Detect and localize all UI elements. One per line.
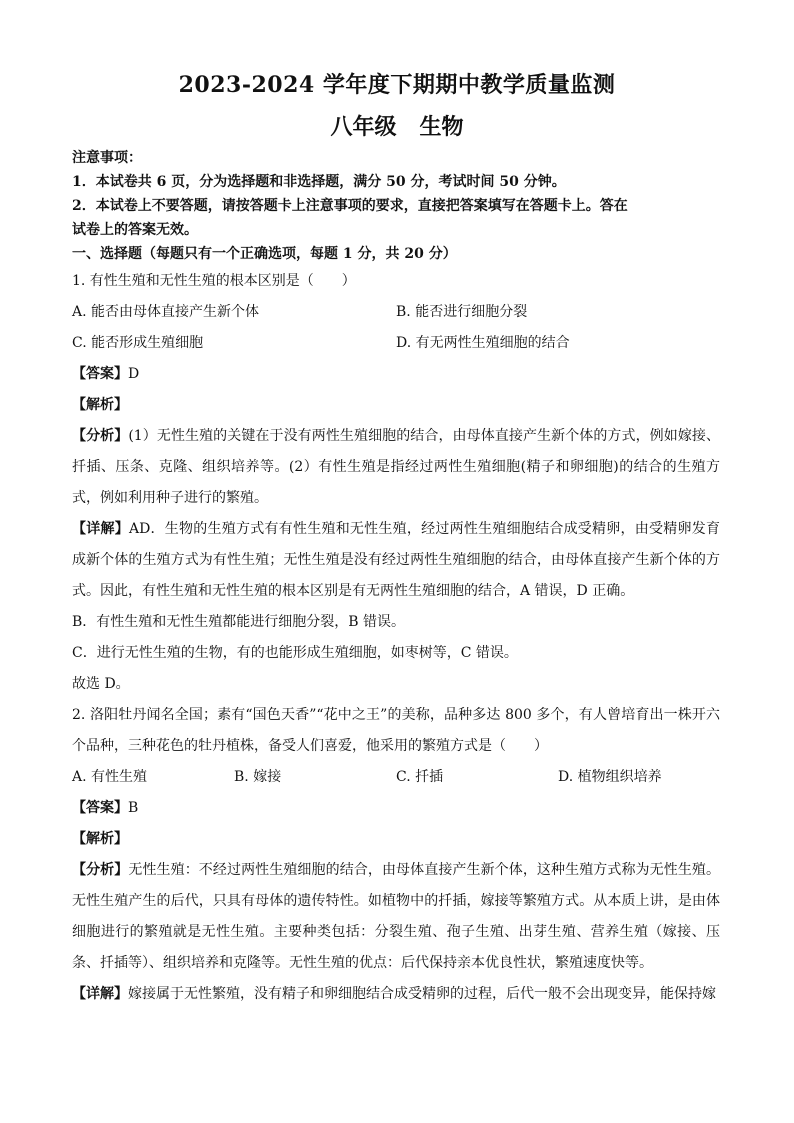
question-2-options-row: [72, 762, 720, 793]
notice-item-1: 1．本试卷共 6 页，分为选择题和非选择题，满分 50 分，考试时间 50 分钟。: [72, 174, 566, 190]
q2-fenxi: [72, 855, 720, 979]
q2-fenxi-text: 无性生殖：不经过两性生殖细胞的结合，由母体直接产生新个体，这种生殖方式称为无性生殖。无性生殖产生的后代，只具有母体的遗传特性。如植物中的扦插，嫁接等繁殖方式。从本质上讲，是由体细胞进行的繁殖就是无性生殖。主要种类包括：分裂生殖、孢子生殖、出芽生殖、营养生殖（嫁接、压条、扦插等）、组织培养和克隆等。无性生殖的优点：后代保持亲本优良性状，繁殖速度快等。: [72, 862, 721, 971]
q1-answer-value: D: [128, 366, 140, 382]
q1-fenxi-tag: 【分析】: [72, 428, 129, 444]
question-1-options-row-2: [72, 328, 720, 359]
notice-item-2-line-2: 试卷上的答案无效。: [72, 222, 198, 238]
question-1-stem: 1. 有性生殖和无性生殖的根本区别是（ ）: [72, 273, 356, 289]
q1-answer: [72, 359, 720, 390]
q1-fenxi-text: (1）无性生殖的关键在于没有两性生殖细胞的结合，由母体直接产生新个体的方式，例如嫁接、扦插、压条、克隆、组织培养等。(2）有性生殖是指经过两性生殖细胞(精子和卵细胞)的结合的生殖方式，例如利用种子进行的繁殖。: [72, 428, 720, 506]
q1-detail-b: B．有性生殖和无性生殖都能进行细胞分裂，B 错误。: [72, 614, 406, 630]
q1-detail-c: C．进行无性生殖的生物，有的也能形成生殖细胞，如枣树等，C 错误。: [72, 645, 518, 661]
q2-xiangjie-text: 嫁接属于无性繁殖，没有精子和卵细胞结合成受精卵的过程，后代一般不会出现变异，能保持嫁: [128, 986, 716, 1002]
q1-fenxi: [72, 421, 720, 514]
notice-item-2-line-1: 2．本试卷上不要答题，请按答题卡上注意事项的要求，直接把答案填写在答题卡上。答在: [72, 198, 628, 214]
q1-option-d: D. 有无两性生殖细胞的结合: [396, 335, 570, 351]
exam-title: 2023-2024 学年度下期期中教学质量监测: [178, 72, 616, 98]
section-heading: 一、选择题（每题只有一个正确选项，每题 1 分，共 20 分）: [72, 246, 457, 262]
q1-xiangjie-text: AD．生物的生殖方式有有性生殖和无性生殖，经过两性生殖细胞结合成受精卵，由受精卵发育成新个体的生殖方式为有性生殖；无性生殖是没有经过两性生殖细胞的结合，由母体直接产生新个体的方式。因此，有性生殖和无性生殖的根本区别是有无两性生殖细胞的结合，A 错误，D 正确。: [72, 521, 720, 599]
q2-answer-tag: 【答案】: [72, 800, 128, 816]
q1-option-a: A. 能否由母体直接产生新个体: [72, 304, 260, 320]
q2-option-a: A. 有性生殖: [72, 769, 148, 785]
q2-answer-value: B: [128, 800, 139, 816]
q2-option-d: D. 植物组织培养: [558, 769, 662, 785]
exam-subtitle: 八年级 生物: [330, 114, 464, 140]
q2-fenxi-tag: 【分析】: [72, 862, 129, 878]
q1-analysis-tag: 【解析】: [72, 397, 128, 413]
q2-option-c: C. 扦插: [396, 769, 444, 785]
q1-xiangjie: [72, 514, 720, 607]
document-body: [72, 146, 720, 1010]
q1-option-b: B. 能否进行细胞分裂: [396, 304, 528, 320]
q2-xiangjie: [72, 979, 720, 1010]
question-1-options-row-1: [72, 297, 720, 328]
q2-xiangjie-tag: 【详解】: [72, 986, 128, 1002]
notice-heading: 注意事项：: [72, 150, 142, 166]
q1-xiangjie-tag: 【详解】: [72, 521, 129, 537]
q2-answer: [72, 793, 720, 824]
question-2-stem: 2. 洛阳牡丹闻名全国；素有“国色天香”“花中之王”的美称，品种多达 800 多个，有人曾培育出一株开六个品种，三种花色的牡丹植株，备受人们喜爱，他采用的繁殖方式是（ ）: [72, 707, 720, 754]
q1-option-c: C. 能否形成生殖细胞: [72, 335, 204, 351]
q1-answer-tag: 【答案】: [72, 366, 128, 382]
q2-analysis-tag: 【解析】: [72, 831, 128, 847]
q1-conclusion: 故选 D。: [72, 676, 130, 692]
q2-option-b: B. 嫁接: [234, 769, 282, 785]
